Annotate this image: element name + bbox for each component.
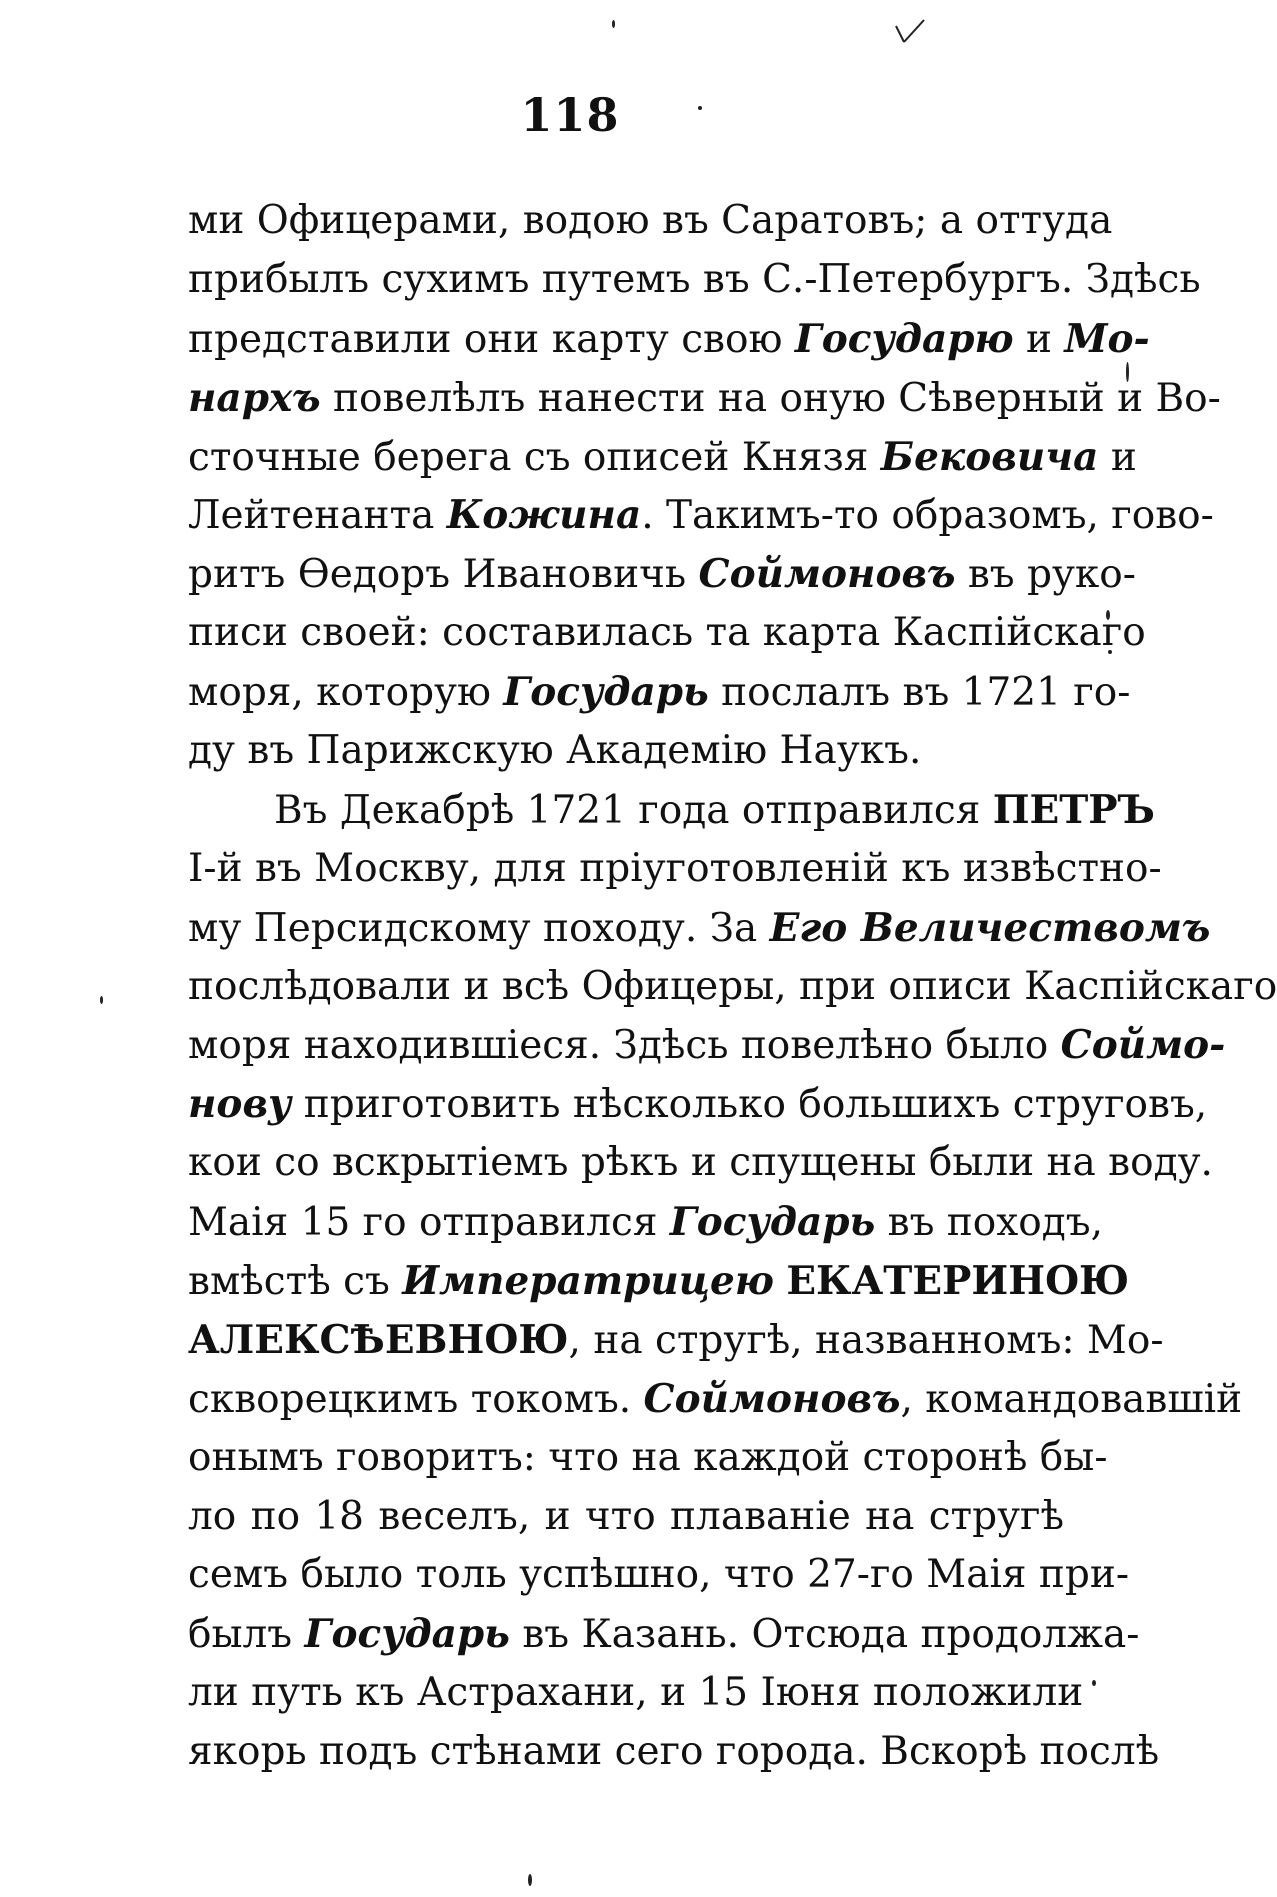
text-segment: и bbox=[1013, 316, 1065, 362]
page-number: 118 bbox=[520, 88, 620, 142]
text-segment: Маія 15 го отправился bbox=[188, 1200, 670, 1246]
text-segment: моря находившіеся. Здѣсь повелѣно было bbox=[188, 1023, 1061, 1069]
italic-segment: Его Величествомъ bbox=[769, 904, 1211, 951]
text-segment: кои со вскрытіемъ рѣкъ и спущены были на воду. bbox=[188, 1140, 1213, 1186]
text-segment: моря, которую bbox=[188, 670, 504, 716]
italic-segment: Мо- bbox=[1064, 315, 1150, 362]
text-line bbox=[188, 251, 1201, 310]
text-segment: , командовавшій bbox=[900, 1376, 1243, 1422]
text-segment: скворецкимъ токомъ. bbox=[188, 1376, 644, 1422]
italic-segment: Кожина bbox=[446, 492, 642, 539]
text-segment: онымъ говоритъ: что на каждой сторонѣ бы- bbox=[188, 1434, 1108, 1480]
italic-segment: Соймо- bbox=[1060, 1022, 1226, 1069]
text-segment: ду въ Парижскую Академію Наукъ. bbox=[188, 728, 922, 774]
text-line bbox=[188, 1370, 1243, 1429]
text-line bbox=[188, 1134, 1213, 1193]
text-segment: ло по 18 веселъ, и что плаваніе на стругѣ bbox=[188, 1493, 1064, 1539]
italic-segment: Государь bbox=[304, 1611, 510, 1658]
italic-segment: нархъ bbox=[188, 374, 321, 421]
text-line bbox=[188, 1488, 1064, 1547]
text-segment: му Персидскому походу. За bbox=[188, 905, 770, 951]
text-segment: , на стругѣ, названномъ: Мо- bbox=[568, 1317, 1164, 1363]
ink-speck bbox=[100, 996, 103, 1004]
text-segment: повелѣлъ нанести на оную Сѣверный и Во- bbox=[320, 375, 1221, 421]
ink-speck bbox=[1092, 1680, 1096, 1686]
text-segment: въ Казань. Отсюда продолжа- bbox=[509, 1612, 1140, 1658]
text-segment: въ походъ, bbox=[875, 1200, 1103, 1246]
text-line bbox=[188, 781, 1155, 840]
text-segment: послалъ въ 1721 го- bbox=[708, 670, 1131, 716]
text-line bbox=[188, 545, 1136, 604]
text-line bbox=[188, 1723, 1160, 1782]
text-segment: прибылъ сухимъ путемъ въ С.-Петербургъ. Здѣсь bbox=[188, 256, 1201, 302]
ink-flourish-mark bbox=[890, 18, 930, 62]
text-line bbox=[188, 1075, 1208, 1134]
text-line bbox=[188, 1546, 1130, 1605]
italic-segment: Бековича bbox=[880, 433, 1099, 480]
text-segment bbox=[774, 1259, 786, 1304]
text-line bbox=[188, 1252, 1130, 1311]
text-segment: приготовить нѣсколько большихъ струговъ, bbox=[291, 1082, 1208, 1128]
italic-segment: Императрицею bbox=[402, 1258, 774, 1305]
text-line bbox=[188, 663, 1131, 722]
text-line bbox=[188, 840, 1162, 899]
text-segment: сточные берега съ описей Князя bbox=[188, 434, 881, 480]
ink-speck bbox=[528, 1874, 532, 1886]
text-line bbox=[188, 486, 1214, 545]
text-segment: ритъ Ѳедоръ Ивановичь bbox=[188, 552, 699, 598]
italic-segment: Соймоновъ bbox=[643, 1375, 901, 1422]
text-line bbox=[188, 1605, 1140, 1664]
bold-segment: ЕКАТЕРИНОЮ bbox=[786, 1258, 1130, 1305]
text-line bbox=[188, 192, 1113, 251]
text-line bbox=[188, 428, 1137, 487]
italic-segment: Государю bbox=[794, 315, 1014, 362]
text-segment: былъ bbox=[188, 1612, 305, 1658]
text-segment: Въ Декабрѣ 1721 года отправился bbox=[274, 787, 993, 833]
text-line bbox=[188, 899, 1211, 958]
text-segment: въ руко- bbox=[955, 552, 1136, 598]
text-line bbox=[188, 1664, 1084, 1723]
text-line bbox=[188, 1429, 1108, 1488]
text-segment: І-й въ Москву, для пріуготовленій къ извѣстно- bbox=[188, 845, 1162, 891]
text-line bbox=[188, 1016, 1226, 1075]
italic-segment: нову bbox=[188, 1081, 292, 1128]
text-segment: якорь подъ стѣнами сего города. Вскорѣ послѣ bbox=[188, 1729, 1160, 1775]
text-segment: ли путь къ Астрахани, и 15 Іюня положили bbox=[188, 1670, 1084, 1716]
text-segment: представили они карту свою bbox=[188, 316, 795, 362]
text-segment: . Такимъ-то образомъ, гово- bbox=[641, 493, 1214, 539]
body-text bbox=[188, 192, 1277, 1782]
text-segment: семъ было толь успѣшно, что 27-го Маія при- bbox=[188, 1552, 1130, 1598]
text-segment: и bbox=[1098, 434, 1137, 480]
text-segment: послѣдовали и всѣ Офицеры, при описи Каспійскаго bbox=[188, 963, 1277, 1009]
text-segment: Лейтенанта bbox=[188, 493, 447, 539]
text-segment: писи своей: составилась та карта Каспійскаго bbox=[188, 610, 1146, 656]
ink-speck bbox=[612, 20, 615, 28]
text-line bbox=[188, 958, 1277, 1017]
text-line bbox=[188, 1193, 1103, 1252]
italic-segment: Государь bbox=[669, 1199, 876, 1246]
bold-segment: АЛЕКСѢЕВНОЮ bbox=[188, 1316, 569, 1363]
bold-segment: ПЕТРЪ bbox=[992, 786, 1155, 833]
italic-segment: Соймоновъ bbox=[698, 551, 956, 598]
text-segment: ми Офицерами, водою въ Саратовъ; а оттуда bbox=[188, 198, 1113, 243]
text-line bbox=[188, 604, 1146, 663]
text-line bbox=[188, 722, 1064, 781]
text-segment: вмѣстѣ съ bbox=[188, 1259, 403, 1305]
text-line bbox=[188, 310, 1150, 369]
italic-segment: Государь bbox=[503, 669, 709, 716]
text-line bbox=[188, 1311, 1164, 1370]
text-line bbox=[188, 369, 1221, 428]
